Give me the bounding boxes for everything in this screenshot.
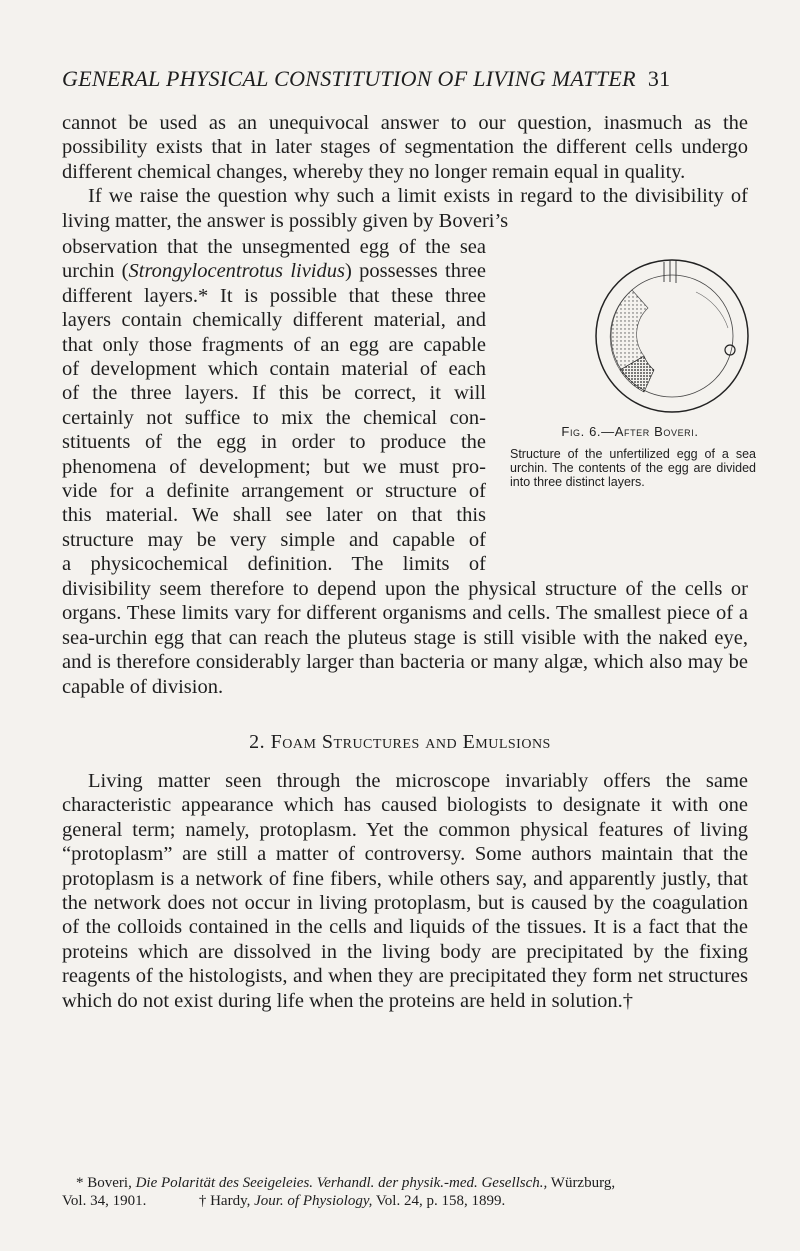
wrap-line: structure may be very simple and capable of [62, 528, 486, 551]
footnote-1: * Boveri, Die Polarität des Seeigeleies. Verhandl. der physik.-med. Gesellsch., Würzburg, [76, 1175, 616, 1191]
paragraph-1: cannot be used as an unequivocal answer to our question, inasmuch as the possibility exists that in later stages of segmentation the different cells undergo different chemical changes, whereby they no longer remain equal in quality. [62, 112, 748, 183]
paragraph-3: Living matter seen through the microscope invariably offers the same characteristic appearance which has caused biologists to designate it with one general term; namely, protoplasm. Yet the common physical features of living “protoplasm” are still a matter of controversy. Some authors maintain that the protoplasm is a network of fine fibers, while others say, and apparently justly, that the network does not occur in living protoplasm, but is caused by the coagulation of the colloids contained in the cells and liquids of the tissues. It is a fact that the proteins which are dissolved in the living body are precipitated by the fixing reagents of the histologists, and when they are precipitated they form net structures which do not exist during life when the proteins are held in solution.† [62, 770, 748, 1012]
page-number: 31 [647, 66, 671, 91]
figure-caption [504, 424, 756, 489]
running-header [62, 66, 742, 92]
sea-urchin-egg-figure [592, 252, 752, 420]
wrapped-text-block [62, 235, 486, 577]
wrap-line: a physicochemical definition. The limits of [62, 553, 486, 576]
wrap-line: vide for a definite arrangement or structure of [62, 480, 486, 503]
wrap-line: urchin (Strongylocentrotus lividus) possesses three [62, 260, 486, 283]
section-heading: 2. Foam Structures and Emulsions [249, 731, 551, 753]
egg-nucleus [725, 345, 735, 355]
running-title: GENERAL PHYSICAL CONSTITUTION OF LIVING MATTER [62, 66, 636, 91]
paragraph-2-end-text: divisibility seem therefore to depend upon the physical structure of the cells or organs. These limits vary for different organisms and cells. The smallest piece of a sea-urchin egg that can reach the pluteus stage is still visible with the naked eye, and is therefore considerably larger than bacteria or many algæ, which also may be capable of division. [62, 578, 748, 698]
wrap-line: layers contain chemically different material, and [62, 309, 486, 332]
wrap-line: this material. We shall see later on that this [62, 504, 486, 527]
wrap-line: stituents of the egg in order to produce the [62, 431, 486, 454]
top-text-block [62, 111, 748, 233]
wrap-line: observation that the unsegmented egg of the sea [62, 236, 486, 258]
wrap-line: of the three layers. If this be correct, it will [62, 382, 486, 405]
wrap-line: certainly not suffice to mix the chemical con- [62, 406, 486, 429]
paragraph-3-block [62, 769, 748, 1013]
micropyle-canal [664, 260, 676, 283]
figure-title: Fig. 6.—After Boveri. [561, 424, 699, 439]
wrap-line: different layers.* It is possible that these three [62, 284, 486, 307]
footnotes [62, 1174, 748, 1210]
wrap-line: of development which contain material of each [62, 358, 486, 381]
egg-diagram [592, 252, 752, 420]
wrap-line: phenomena of development; but we must pro- [62, 455, 486, 478]
figure-caption-text: Structure of the unfertilized egg of a sea urchin. The contents of the egg are divided into three distinct layers. [510, 447, 756, 489]
wrap-line: that only those fragments of an egg are capable [62, 333, 486, 356]
paragraph-2-end [62, 577, 748, 699]
paragraph-2-start: If we raise the question why such a limit exists in regard to the divisibility of living matter, the answer is possibly given by Boveri’s [62, 185, 748, 232]
footnote-1-line-2: Vol. 34, 1901. † Hardy, Jour. of Physiology, Vol. 24, p. 158, 1899. [62, 1193, 506, 1209]
